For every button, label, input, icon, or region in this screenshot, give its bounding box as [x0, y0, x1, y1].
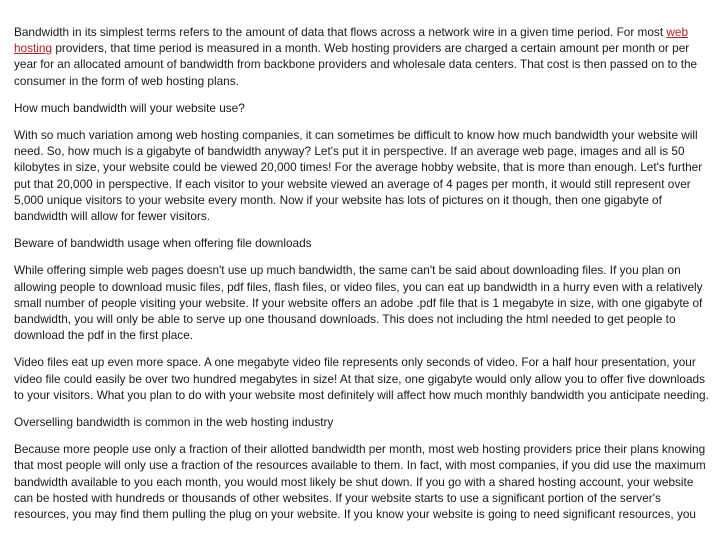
intro-paragraph: [14, 24, 714, 89]
paragraph-file-downloads: While offering simple web pages doesn't use up much bandwidth, the same can't be said about downloading files. If you plan on allowing people to download music files, pdf files, flash files, or video files, you can eat up bandwidth in a hurry even with a relatively small number of people visiting your website. If your website offers an adobe .pdf file that is 1 megabyte in size, with one gigabyte of bandwidth, you will only be able to serve up one thousand downloads. This does not including the html needed to get people to download the pdf in the first place.: [14, 263, 703, 343]
section-heading-overselling: Overselling bandwidth is common in the web hosting industry: [14, 415, 334, 430]
paragraph-video-files: Video files eat up even more space. A one megabyte video file represents only seconds of video. For a half hour presentation, your video file could easily be over two hundred megabytes in size! At that size, one gigabyte would only allow you to offer five downloads to your visitors. What you plan to do with your website most definitely will affect how much monthly bandwidth you anticipate needing.: [14, 355, 709, 402]
intro-text-after-link: providers, that time period is measured in a month. Web hosting providers are charged a certain amount per month or per year for an allocated amount of bandwidth from backbone providers and wholesale data centers. That cost is then passed on to the consumer in the form of web hosting plans.: [14, 41, 698, 88]
section-heading-file-downloads: Beware of bandwidth usage when offering file downloads: [14, 236, 312, 251]
article-body: [14, 24, 714, 533]
section-heading-bandwidth-usage: How much bandwidth will your website use?: [14, 100, 245, 115]
paragraph-bandwidth-perspective: With so much variation among web hosting companies, it can sometimes be difficult to know how much bandwidth your website will need. So, how much is a gigabyte of bandwidth anyway? Let's put it in perspective. If an average web page, images and all is 50 kilobytes in size, your website could be viewed 20,000 times! For the average hobby website, that is more than enough. Let's further put that 20,000 in perspective. If each visitor to your website viewed an average of 4 pages per month, it would still represent over 5,000 unique visitors to your website every month. Now if your website has lots of pictures on it though, then one gigabyte of bandwidth will allow for fewer visitors.: [14, 128, 703, 224]
intro-text-before-link: Bandwidth in its simplest terms refers to the amount of data that flows across a network wire in a given time period. For most: [14, 25, 667, 39]
paragraph-overselling: Because more people use only a fraction of their allotted bandwidth per month, most web hosting providers price their plans knowing that most people will only use a fraction of the resources available to them. In fact, with most companies, if you did use the maximum bandwidth available to you each month, you would most likely be shut down. If you go with a shared hosting account, your website can be hosted with hundreds or thousands of other websites. If your website starts to use a significant portion of the server's resources, you may find them pulling the plug on your website. If you know your website is going to need significant resources, you: [14, 442, 706, 522]
web-hosting-link[interactable]: web hosting: [14, 25, 689, 56]
